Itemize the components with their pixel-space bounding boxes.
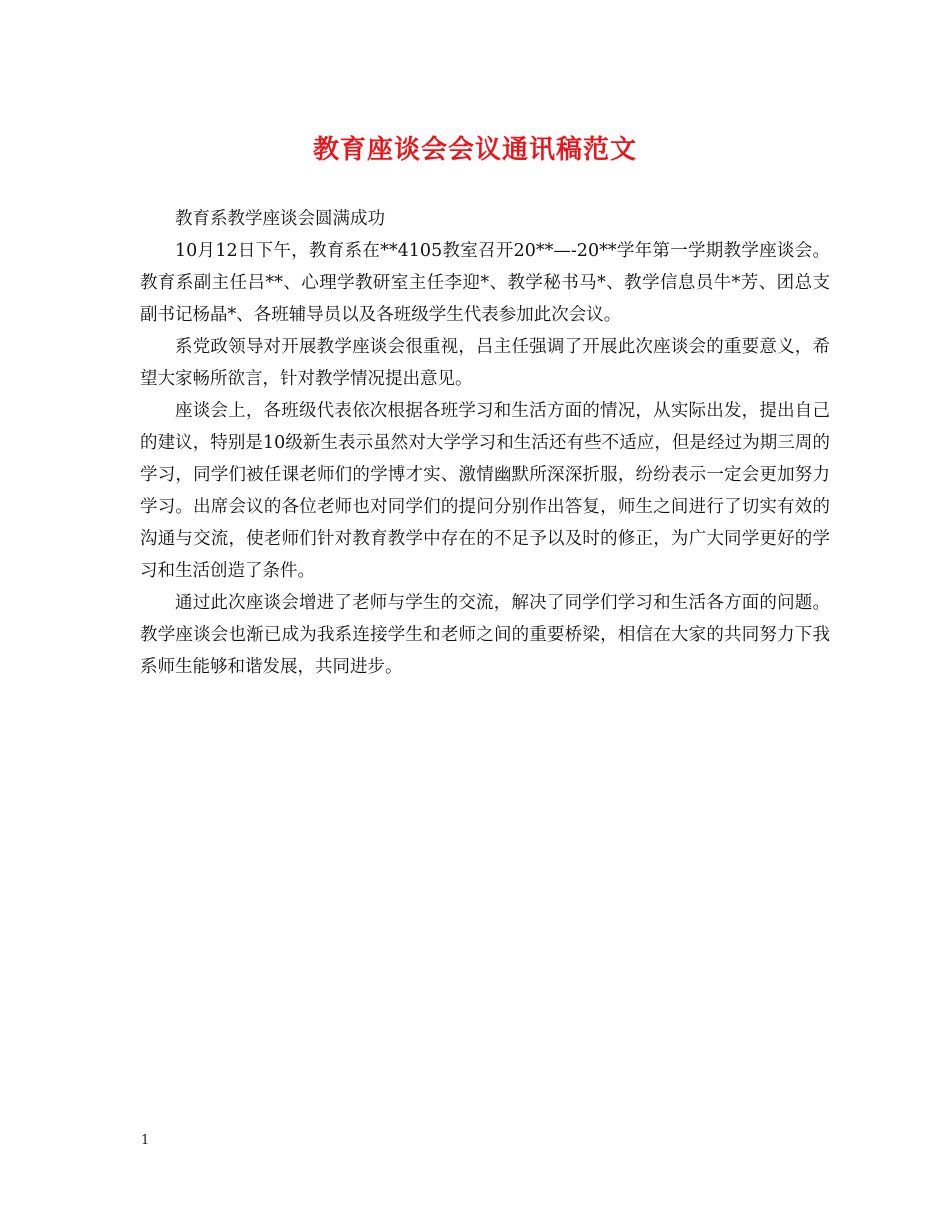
document-title: 教育座谈会会议通讯稿范文 — [312, 135, 637, 165]
paragraph-conclusion: 通过此次座谈会增进了老师与学生的交流，解决了同学们学习和生活各方面的问题。教学座谈会也渐已成为我系连接学生和老师之间的重要桥梁，相信在大家的共同努力下我系师生能够和谐发展，共同进步。 — [140, 593, 830, 677]
paragraph-subtitle: 教育系教学座谈会圆满成功 — [175, 209, 385, 229]
paragraph-meeting-info: 10月12日下午，教育系在**4105教室召开20**—-20**学年第一学期教学座谈会。教育系副主任吕**、心理学教研室主任李迎*、教学秘书马*、教学信息员牛*芳、团总支副书记杨晶*、各班辅导员以及各班级学生代表参加此次会议。 — [140, 241, 830, 325]
page-number: 1 — [141, 1133, 150, 1148]
document-body — [140, 203, 830, 683]
paragraph-discussion: 座谈会上，各班级代表依次根据各班学习和生活方面的情况，从实际出发，提出自己的建议，特别是10级新生表示虽然对大学学习和生活还有些不适应，但是经过为期三周的学习，同学们被任课老师们的学博才实、激情幽默所深深折服，纷纷表示一定会更加努力学习。出席会议的各位老师也对同学们的提问分别作出答复，师生之间进行了切实有效的沟通与交流，使老师们针对教育教学中存在的不足予以及时的修正，为广大同学更好的学习和生活创造了条件。 — [140, 401, 830, 581]
paragraph-leadership: 系党政领导对开展教学座谈会很重视，吕主任强调了开展此次座谈会的重要意义，希望大家畅所欲言，针对教学情况提出意见。 — [140, 337, 830, 389]
